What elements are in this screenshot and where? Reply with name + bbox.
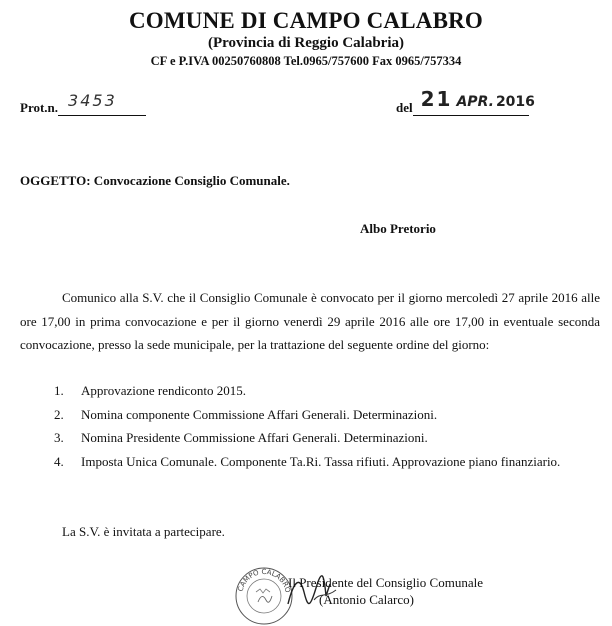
agenda-list (54, 381, 600, 475)
agenda-item-number: 3. (54, 430, 64, 445)
agenda-item-text: Nomina Presidente Commissione Affari Generali. Determinazioni. (81, 430, 428, 445)
date-field (396, 87, 535, 116)
agenda-item (54, 428, 600, 448)
signature-block (288, 574, 483, 608)
municipality-title: COMUNE DI CAMPO CALABRO (128, 8, 484, 33)
agenda-item-number: 1. (54, 383, 64, 398)
agenda-item (54, 405, 600, 425)
protocol-label: Prot.n. (20, 100, 59, 115)
date-month: APR. (456, 94, 494, 110)
date-day: 21 (420, 87, 453, 111)
protocol-field (20, 91, 146, 116)
signatory-name: (Antonio Calarco) (319, 592, 414, 607)
fiscal-contact-line: CF e P.IVA 00250760808 Tel.0965/757600 Fax 0965/757334 (150, 54, 462, 68)
date-label: del (396, 100, 413, 115)
body-paragraph (20, 286, 600, 357)
agenda-item (54, 452, 600, 472)
agenda-item (54, 381, 600, 401)
agenda-item-number: 4. (54, 453, 64, 469)
signatory-title: Il Presidente del Consiglio Comunale (288, 575, 483, 590)
province-subtitle: (Provincia di Reggio Calabria) (208, 35, 404, 51)
protocol-line (58, 91, 146, 116)
agenda-item-number: 2. (54, 406, 64, 422)
agenda-item-text: Nomina componente Commissione Affari Generali. Determinazioni. (81, 406, 438, 422)
closing-line: La S.V. è invitata a partecipare. (62, 524, 225, 539)
date-year: 2016 (495, 94, 535, 110)
agenda-item-text: Imposta Unica Comunale. Componente Ta.Ri. Tassa rifiuti. Approvazione piano finanziario. (81, 453, 561, 469)
body-text: Comunico alla S.V. che il Consiglio Comunale è convocato per il giorno mercoledì 27 aprile 2016 alle ore 17,00 in prima convocazione e per il giorno venerdì 29 aprile 2016 alle ore 17,00 in eventuale seconda convocazione, presso la sede municipale, per la trattazione del seguente ordine del giorno: (20, 290, 600, 352)
recipient-line: Albo Pretorio (360, 221, 436, 236)
seal-text: CAMPO CALABRO (236, 567, 292, 594)
protocol-number-handwritten: 3453 (68, 91, 117, 110)
date-stamp (421, 87, 535, 111)
subject-line: OGGETTO: Convocazione Consiglio Comunale. (20, 173, 290, 188)
date-line (413, 87, 535, 116)
agenda-item-text: Approvazione rendiconto 2015. (81, 383, 246, 398)
